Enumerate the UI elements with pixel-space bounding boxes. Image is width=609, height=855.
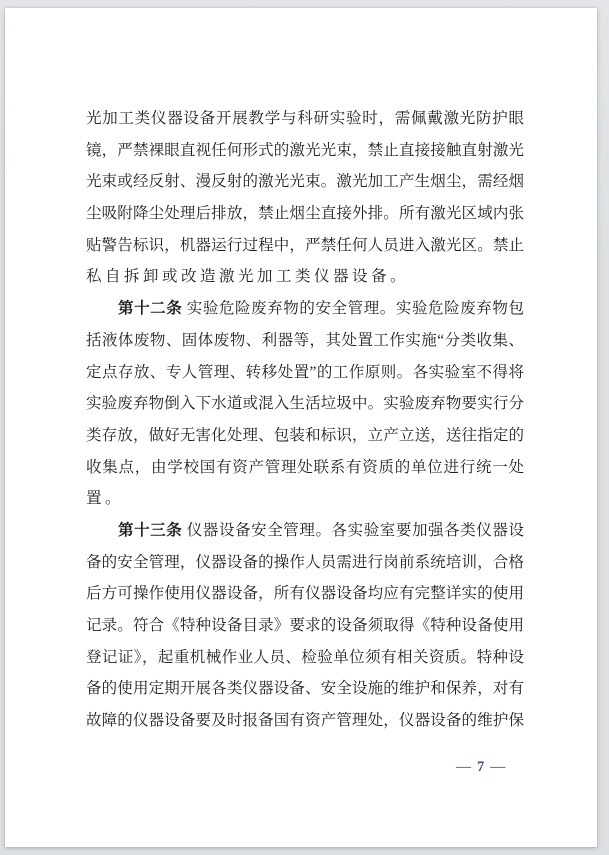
page-number	[453, 756, 508, 778]
page-number-value: 7	[477, 759, 485, 775]
text-line: 备的安全管理，仪器设备的操作人员需进行岗前系统培训，合格	[86, 553, 524, 571]
article-number: 第十二条	[118, 300, 183, 318]
text-line: 后方可操作使用仪器设备，所有仪器设备均应有完整详实的使用	[86, 585, 524, 603]
text-line: 镜，严禁裸眼直视任何形式的激光光束，禁止直接接触直射激光	[86, 141, 524, 159]
text-line: 尘吸附降尘处理后排放，禁止烟尘直接外排。所有激光区域内张	[86, 205, 524, 223]
text-line: 记录。符合《特种设备目录》要求的设备须取得《特种设备使用	[86, 617, 524, 634]
text-line: 括液体废物、固体废物、利器等，其处置工作实施“分类收集、	[86, 331, 524, 349]
text-line: 收集点，由学校国有资产管理处联系有资质的单位进行统一处	[86, 458, 524, 476]
text-line: 定点存放、专人管理、转移处置”的工作原则。各实验室不得将	[86, 363, 524, 381]
paragraph	[86, 515, 524, 737]
text-line: 登记证》，起重机械作业人员、检验单位须有相关资质。特种设	[86, 648, 524, 666]
page-number-dash-left: —	[456, 759, 471, 775]
text-line: 备的使用定期开展各类仪器设备、安全设施的维护和保养，对有	[86, 680, 524, 698]
text-line: 第十二条 实验危险废弃物的安全管理。实验危险废弃物包	[118, 300, 524, 318]
document-body	[86, 103, 524, 737]
text-line: 贴警告标识，机器运行过程中，严禁任何人员进入激光区。禁止	[86, 236, 524, 254]
article-number: 第十三条	[118, 521, 183, 539]
text-line: 实验废弃物倒入下水道或混入生活垃圾中。实验废弃物要实行分	[86, 395, 524, 413]
text-line: 置。	[86, 490, 125, 508]
text-line: 光束或经反射、漫反射的激光光束。激光加工产生烟尘，需经烟	[86, 173, 524, 191]
text-line: 光加工类仪器设备开展教学与科研实验时，需佩戴激光防护眼	[86, 110, 524, 127]
text-line: 私自拆卸或改造激光加工类仪器设备。	[86, 268, 410, 286]
page-number-dash-right: —	[490, 759, 506, 775]
document-page	[5, 8, 597, 847]
text-line: 故障的仪器设备要及时报备国有资产管理处，仪器设备的维护保	[86, 712, 524, 730]
paragraph	[86, 293, 524, 515]
text-line: 第十三条 仪器设备安全管理。各实验室要加强各类仪器设	[118, 521, 524, 539]
text-line: 类存放，做好无害化处理、包装和标识，立产立送，送往指定的	[86, 426, 524, 444]
paragraph	[86, 103, 524, 293]
